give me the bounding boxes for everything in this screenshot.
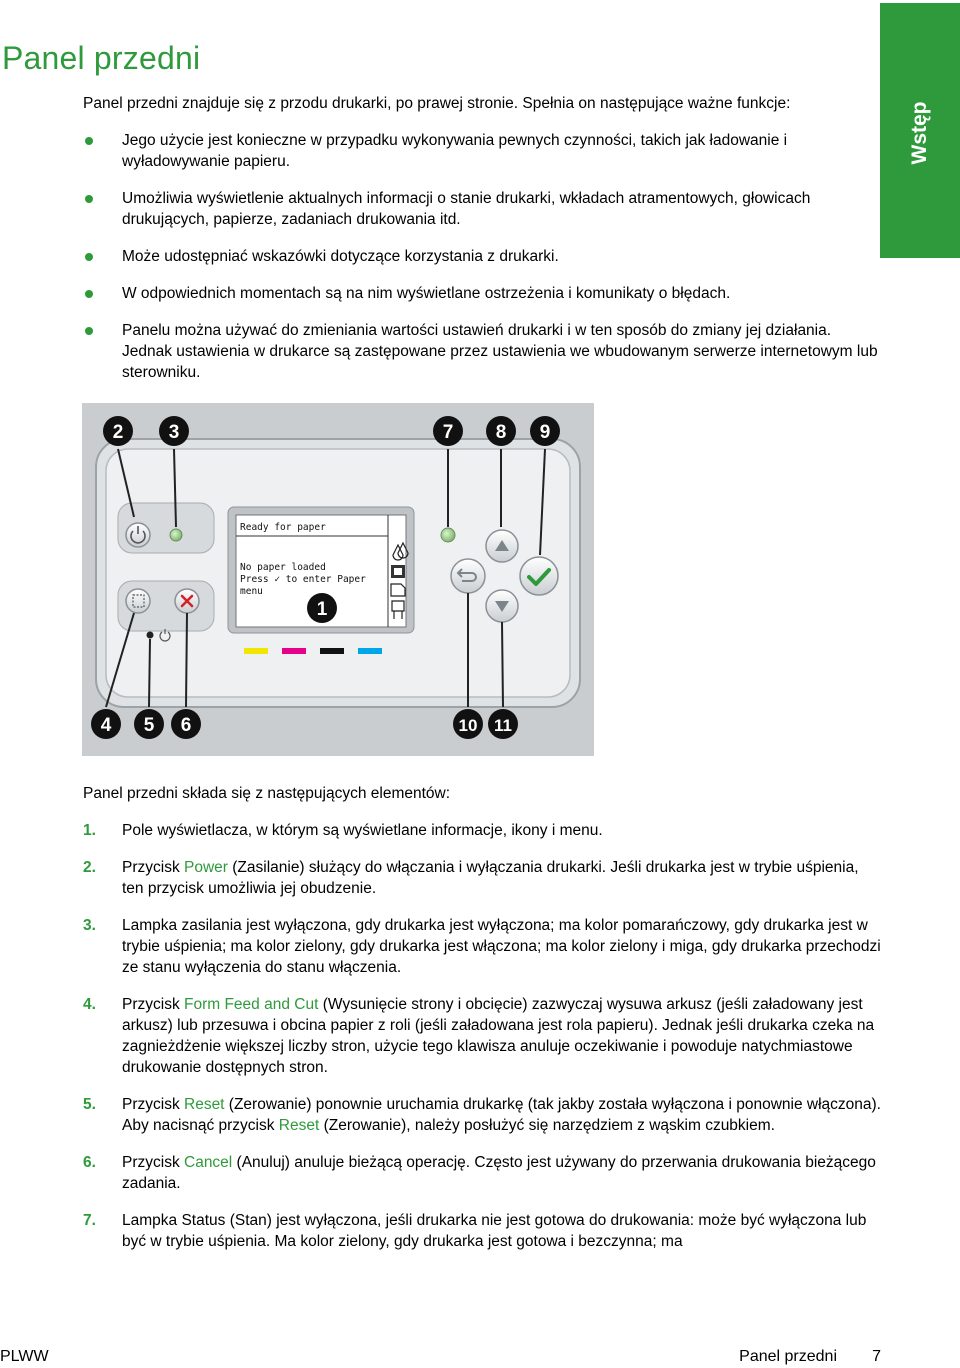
list-item: [83, 246, 883, 267]
button-name: Form Feed and Cut: [184, 996, 319, 1013]
callout-leader: [149, 639, 150, 707]
item-text: (Wysunięcie strony i obcięcie) zazwyczaj wysuwa arkusz (jeśli załadowany jest arkusz) lub przesuwa i obcina papier z roli (jeśli załadowana jest rola papieru). Jednak jeśli drukarka czeka na zagnieżdżenie większej liczby stron, użycie tego klawisza anuluje oczekiwanie i powoduje natychmiastowe drukowanie dostępnych stron.: [122, 996, 875, 1076]
front-panel-illustration: [82, 403, 594, 756]
list-item: [83, 994, 883, 1078]
button-name: Reset: [184, 1096, 225, 1113]
list-item: [83, 915, 883, 978]
list-item: [83, 188, 883, 230]
svg-text:7: 7: [442, 422, 454, 443]
page-title: Panel przedni: [2, 40, 201, 76]
bullet-icon: [85, 137, 93, 145]
item-text: Przycisk: [122, 1096, 184, 1113]
callout-leader: [186, 613, 187, 707]
button-name: Reset: [278, 1117, 320, 1134]
power-led: [170, 529, 182, 541]
section-tab-label: Wstęp: [908, 101, 931, 165]
screen-status-text: Ready for paper: [240, 522, 326, 533]
list-item: [83, 1210, 883, 1252]
item-number: 1.: [83, 822, 96, 839]
svg-text:3: 3: [168, 422, 180, 443]
ink-swatch: [358, 648, 382, 654]
section-tab: [880, 3, 960, 258]
intro-paragraph: Panel przedni znajduje się z przodu drukarki, po prawej stronie. Spełnia on następujące ważne funkcje:: [83, 95, 791, 112]
item-text: (Zasilanie) służący do włączania i wyłączania drukarki. Jeśli drukarka jest w trybie uśpienia, ten przycisk umożliwia jej obudzenie.: [122, 859, 859, 897]
item-number: 6.: [83, 1154, 96, 1171]
list-item-text: Umożliwia wyświetlenie aktualnych informacji o stanie drukarki, wkładach atramentowych, głowicach drukujących, papierze, zadaniach drukowania itd.: [122, 190, 811, 228]
list-item: [83, 1152, 883, 1194]
item-text: Lampka zasilania jest wyłączona, gdy drukarka jest wyłączona; ma kolor pomarańczowy, gdy drukarka jest w trybie uśpienia; ma kolor zielony, gdy drukarka jest włączona; ma kolor zielony i miga, gdy drukarka przechodzi ze stanu wyłączenia do stanu włączenia.: [122, 917, 881, 976]
item-text: Przycisk: [122, 996, 184, 1013]
ink-swatch: [282, 648, 306, 654]
item-text: Przycisk: [122, 1154, 184, 1171]
list-item: [83, 1094, 883, 1136]
reset-hole[interactable]: [147, 632, 154, 639]
screen-message-line: No paper loaded: [240, 562, 326, 573]
item-text: (Zerowanie) ponownie uruchamia drukarkę (tak jakby została wyłączona i ponownie włączona). Aby nacisnąć przycisk: [122, 1096, 881, 1134]
screen-message-line: menu: [240, 586, 263, 597]
item-text: (Zerowanie), należy posłużyć się narzędziem z wąskim czubkiem.: [319, 1117, 775, 1134]
svg-text:6: 6: [180, 715, 192, 736]
list-item: [83, 820, 883, 841]
callout-6: [171, 709, 201, 739]
item-number: 4.: [83, 996, 96, 1013]
callout-4: [91, 709, 121, 739]
svg-text:8: 8: [495, 422, 507, 443]
callout-8: [486, 416, 516, 446]
list-item: [83, 320, 883, 383]
back-button[interactable]: [451, 559, 485, 593]
svg-text:9: 9: [539, 422, 551, 443]
callout-10: [453, 709, 483, 739]
feature-list: [83, 130, 883, 399]
elements-intro: Panel przedni składa się z następujących elementów:: [83, 785, 451, 802]
callout-1: [307, 593, 337, 623]
button-name: Cancel: [184, 1154, 233, 1171]
callout-leader: [502, 622, 503, 707]
ok-button[interactable]: [520, 557, 558, 595]
bullet-icon: [85, 253, 93, 261]
list-item-text: W odpowiednich momentach są na nim wyświetlane ostrzeżenia i komunikaty o błędach.: [122, 285, 731, 302]
list-item: [83, 857, 883, 899]
item-text: Lampka Status (Stan) jest wyłączona, jeśli drukarka nie jest gotowa do drukowania: może być wyłączona lub być w trybie uśpienia. Ma kolor zielony, gdy drukarka jest gotowa i bezczynna; ma: [122, 1212, 867, 1250]
list-item-text: Jego użycie jest konieczne w przypadku wykonywania pewnych czynności, takich jak ładowanie i wyładowywanie papieru.: [122, 132, 788, 170]
callout-7: [433, 416, 463, 446]
svg-text:10: 10: [458, 716, 478, 735]
list-item: [83, 283, 883, 304]
callout-11: [488, 709, 518, 739]
list-item-text: Może udostępniać wskazówki dotyczące korzystania z drukarki.: [122, 248, 559, 265]
item-number: 3.: [83, 917, 96, 934]
item-number: 2.: [83, 859, 96, 876]
screen-message-line: Press ✓ to enter Paper: [240, 574, 366, 585]
item-text: Przycisk: [122, 859, 184, 876]
callout-2: [103, 416, 133, 446]
ink-swatch: [244, 648, 268, 654]
item-number: 5.: [83, 1096, 96, 1113]
list-item-text: Panelu można używać do zmieniania wartości ustawień drukarki i w ten sposób do zmiany jej działania. Jednak ustawienia w drukarce są zastępowane przez ustawienia we wbudowanym serwerze internetowym lub sterowniku.: [122, 322, 878, 381]
callout-9: [530, 416, 560, 446]
button-name: Power: [184, 859, 228, 876]
ink-swatch: [320, 648, 344, 654]
footer-section-title: Panel przedni: [739, 1348, 837, 1365]
list-item: [83, 130, 883, 172]
bullet-icon: [85, 327, 93, 335]
callout-3: [159, 416, 189, 446]
svg-text:1: 1: [316, 599, 328, 620]
svg-text:4: 4: [100, 715, 112, 736]
element-list: [83, 820, 883, 1268]
page-number: 7: [872, 1348, 881, 1365]
bullet-icon: [85, 195, 93, 203]
form-feed-and-cut-button[interactable]: [126, 589, 150, 613]
item-text: (Anuluj) anuluje bieżącą operację. Często jest używany do przerwania drukowania bieżącego zadania.: [122, 1154, 876, 1192]
svg-text:2: 2: [112, 422, 124, 443]
item-number: 7.: [83, 1212, 96, 1229]
footer-locale: PLWW: [0, 1348, 49, 1365]
status-led: [441, 528, 455, 542]
callout-5: [134, 709, 164, 739]
item-text: Pole wyświetlacza, w którym są wyświetlane informacje, ikony i menu.: [122, 822, 603, 839]
bullet-icon: [85, 290, 93, 298]
svg-text:11: 11: [494, 716, 512, 735]
svg-text:5: 5: [143, 715, 155, 736]
